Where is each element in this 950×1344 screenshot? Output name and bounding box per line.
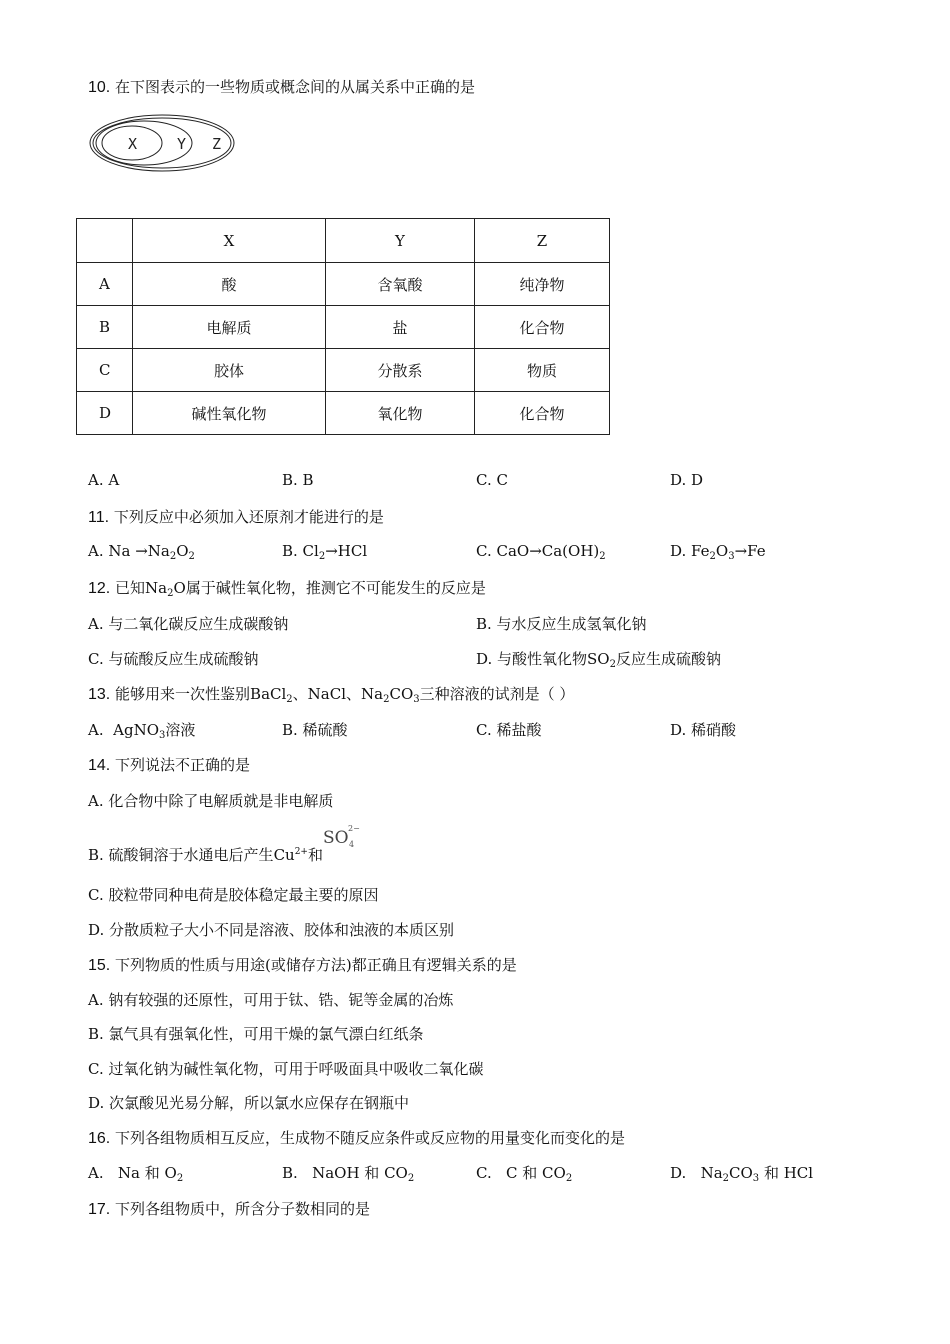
option-b: B. 硫酸铜溶于水通电后产生$Cu^{2+}$和 SO 2− 4 [88, 824, 360, 864]
question-text: 下列物质的性质与用途(或储存方法)都正确且有逻辑关系的是 [115, 956, 517, 974]
question-16 [88, 1127, 625, 1148]
option-a: A. A [88, 471, 120, 489]
question-17 [88, 1198, 370, 1219]
table-cell: 电解质 [133, 306, 326, 349]
option-c: C. 与硫酸反应生成硫酸钠 [88, 650, 259, 668]
xyz-nested-ellipse-diagram [86, 112, 241, 174]
option-d: D. 与酸性氧化物$SO_2$反应生成硫酸钠 [476, 650, 721, 670]
table-cell: A [77, 263, 133, 306]
table-cell: D [77, 392, 133, 435]
question-number: 10. [88, 79, 111, 96]
question-13: 13. 能够用来一次性鉴别BaCl$_2$、NaCl、$Na_2CO_3$三种溶液的试剂是（ ） [88, 685, 575, 705]
option-d: D. D [670, 471, 704, 489]
option-d: D. 稀硝酸 [670, 721, 737, 739]
question-10 [88, 76, 475, 97]
question-number: 16. [88, 1130, 111, 1147]
option-c: C. 稀盐酸 [476, 721, 542, 739]
option-d: D. $Na_2CO_3$ 和 HCl [670, 1164, 814, 1184]
question-number: 14. [88, 757, 111, 774]
option-b: B. 与水反应生成氢氧化钠 [476, 615, 647, 633]
question-15 [88, 954, 517, 975]
diagram-label-y: Y [177, 135, 187, 153]
table-cell: 纯净物 [475, 263, 610, 306]
question-number: 17. [88, 1201, 111, 1218]
table-header-cell: Z [475, 219, 610, 263]
option-b: B. B [282, 471, 314, 489]
question-text-end: 属于碱性氧化物，推测它不可能发生的反应是 [185, 579, 486, 597]
table-header-cell: X [133, 219, 326, 263]
option-b-prefix: B. 硫酸铜溶于水通电后产生 [88, 846, 274, 864]
option-d-suffix: 反应生成硫酸钠 [615, 650, 721, 668]
option-a: A. 化合物中除了电解质就是非电解质 [88, 792, 334, 810]
question-number: 13. [88, 686, 111, 703]
table-cell: C [77, 349, 133, 392]
table-cell: 氧化物 [326, 392, 475, 435]
option-c: C. $CaO\to Ca(OH)_2$ [476, 542, 606, 562]
option-a: A. $Na \to Na_2O_2$ [88, 542, 195, 562]
question-14 [88, 754, 250, 775]
table-row [77, 263, 610, 306]
option-a: A. AgNO$_3$溶液 [88, 721, 196, 741]
question-text-start: 已知 [115, 579, 146, 597]
table-cell: B [77, 306, 133, 349]
table-cell: 胶体 [133, 349, 326, 392]
question-text: 下列说法不正确的是 [115, 756, 251, 774]
option-d-prefix: D. 与酸性氧化物 [476, 650, 588, 668]
question-number: 12. [88, 580, 111, 597]
table-cell: 含氧酸 [326, 263, 475, 306]
option-b: B. $Cl_2\to HCl$ [282, 542, 368, 562]
table-row [77, 349, 610, 392]
option-a-suffix: 溶液 [165, 721, 196, 739]
question-text-end: 三种溶液的试剂是（ ） [419, 685, 575, 703]
option-c: C. C [476, 471, 508, 489]
option-b: B. 稀硫酸 [282, 721, 348, 739]
question-11 [88, 506, 384, 527]
option-d: D. 次氯酸见光易分解，所以氯水应保存在钢瓶中 [88, 1094, 410, 1112]
question-text-start: 能够用来一次性鉴别 [115, 685, 251, 703]
table-header-cell [77, 219, 133, 263]
table-cell: 酸 [133, 263, 326, 306]
table-cell: 盐 [326, 306, 475, 349]
question-number: 15. [88, 957, 111, 974]
table-cell: 分散系 [326, 349, 475, 392]
table-header-cell: Y [326, 219, 475, 263]
table-cell: 化合物 [475, 392, 610, 435]
question-number: 11. [88, 509, 110, 526]
option-b-mid: 和 [307, 846, 323, 864]
table-header-row [77, 219, 610, 263]
question-12: 12. 已知$Na_2O$属于碱性氧化物，推测它不可能发生的反应是 [88, 579, 486, 599]
diagram-label-x: X [128, 135, 138, 153]
option-c: C. C 和 $CO_2$ [476, 1164, 573, 1184]
table-row [77, 306, 610, 349]
table-cell: 碱性氧化物 [133, 392, 326, 435]
option-b: B. 氯气具有强氧化性，可用干燥的氯气漂白红纸条 [88, 1025, 424, 1043]
sulfate-ion-formula: SO 2− 4 [323, 824, 360, 849]
question-text: 下列反应中必须加入还原剂才能进行的是 [113, 508, 384, 526]
question-text: 下列各组物质相互反应，生成物不随反应条件或反应物的用量变化而变化的是 [115, 1129, 626, 1147]
option-a: A. 钠有较强的还原性，可用于钛、锆、铌等金属的冶炼 [88, 991, 454, 1009]
relationship-table [76, 218, 610, 435]
option-a: A. 与二氧化碳反应生成碳酸钠 [88, 615, 289, 633]
option-d: D. $Fe_2O_3\to Fe$ [670, 542, 766, 562]
option-a: A. Na 和 $O_2$ [88, 1164, 184, 1184]
option-c: C. 过氧化钠为碱性氧化物，可用于呼吸面具中吸收二氧化碳 [88, 1060, 484, 1078]
question-text: 下列各组物质中，所含分子数相同的是 [115, 1200, 371, 1218]
option-c: C. 胶粒带同种电荷是胶体稳定最主要的原因 [88, 886, 379, 904]
option-label: A. [88, 721, 104, 739]
question-text: 在下图表示的一些物质或概念间的从属关系中正确的是 [115, 78, 476, 96]
table-row [77, 392, 610, 435]
table-cell: 化合物 [475, 306, 610, 349]
table-cell: 物质 [475, 349, 610, 392]
option-d: D. 分散质粒子大小不同是溶液、胶体和浊液的本质区别 [88, 921, 455, 939]
option-b: B. NaOH 和 $CO_2$ [282, 1164, 415, 1184]
diagram-label-z: Z [212, 135, 222, 153]
